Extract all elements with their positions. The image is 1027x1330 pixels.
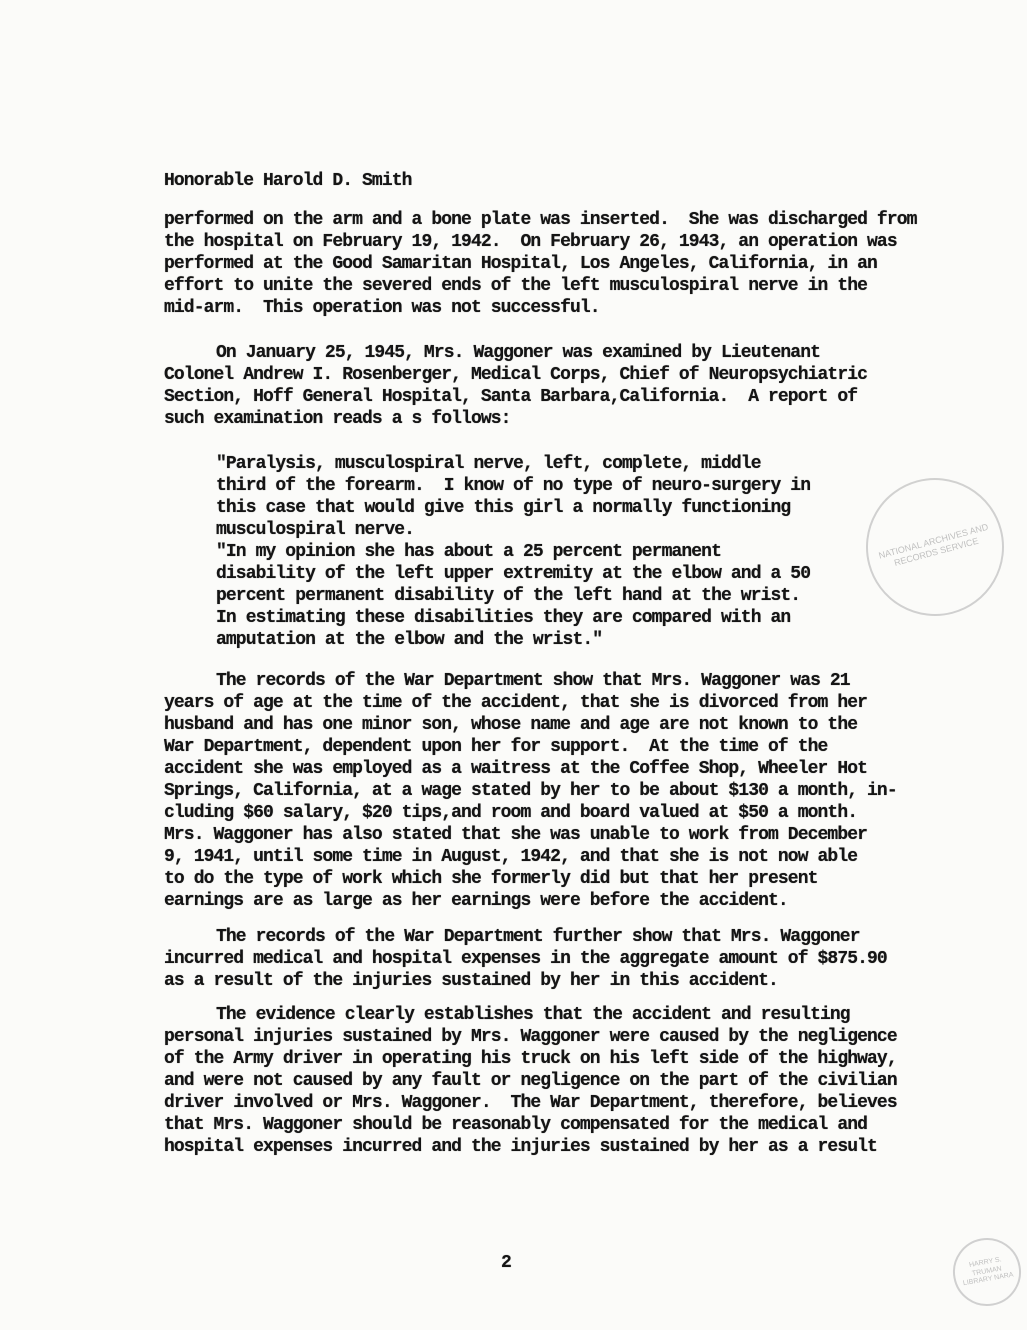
body-line: The records of the War Department show that Mrs. Waggoner was 21	[216, 671, 850, 691]
body-line: cluding $60 salary, $20 tips,and room and board valued at $50 a month.	[164, 803, 858, 823]
body-line: third of the forearm. I know of no type of neuro-surgery in	[216, 476, 811, 496]
body-line: as a result of the injuries sustained by her in this accident.	[164, 971, 778, 991]
body-line: disability of the left upper extremity at the elbow and a 50	[216, 564, 811, 584]
body-line: War Department, dependent upon her for support. At the time of the	[164, 737, 828, 757]
body-line: effort to unite the severed ends of the left musculospiral nerve in the	[164, 276, 868, 296]
body-line: that Mrs. Waggoner should be reasonably compensated for the medical and	[164, 1115, 868, 1135]
body-line: 9, 1941, until some time in August, 1942, and that she is not now able	[164, 847, 858, 867]
body-line: The evidence clearly establishes that the accident and resulting	[216, 1005, 850, 1025]
body-line: performed on the arm and a bone plate was inserted. She was discharged from	[164, 210, 917, 230]
library-stamp	[850, 462, 1019, 631]
body-line: Colonel Andrew I. Rosenberger, Medical Corps, Chief of Neuropsychiatric	[164, 365, 868, 385]
body-line: performed at the Good Samaritan Hospital, Los Angeles, California, in an	[164, 254, 877, 274]
body-line: percent permanent disability of the left hand at the wrist.	[216, 586, 801, 606]
body-line: of the Army driver in operating his truck on his left side of the highway,	[164, 1049, 897, 1069]
nara-stamp	[948, 1233, 1027, 1312]
archives-stamp-text: NATIONAL ARCHIVES AND RECORDS SERVICE	[877, 521, 990, 568]
salutation-heading: Honorable Harold D. Smith	[164, 171, 412, 191]
body-line: years of age at the time of the accident, that she is divorced from her	[164, 693, 868, 713]
body-line: Section, Hoff General Hospital, Santa Barbara,California. A report of	[164, 387, 858, 407]
body-line: amputation at the elbow and the wrist."	[216, 630, 603, 650]
body-line: driver involved or Mrs. Waggoner. The War Department, therefore, believes	[164, 1093, 897, 1113]
body-line: The records of the War Department further show that Mrs. Waggoner	[216, 927, 860, 947]
body-line: Mrs. Waggoner has also stated that she was unable to work from December	[164, 825, 868, 845]
body-line: "In my opinion she has about a 25 percent permanent	[216, 542, 721, 562]
nara-stamp-text: HARRY S. TRUMAN LIBRARY NARA	[962, 1256, 1015, 1288]
body-line: hospital expenses incurred and the injuries sustained by her as a result	[164, 1137, 877, 1157]
body-line: Springs, California, at a wage stated by her to be about $130 a month, in-	[164, 781, 897, 801]
body-line: musculospiral nerve.	[216, 520, 415, 540]
body-line: personal injuries sustained by Mrs. Waggoner were caused by the negligence	[164, 1027, 897, 1047]
body-line: to do the type of work which she formerly did but that her present	[164, 869, 818, 889]
body-line: In estimating these disabilities they are compared with an	[216, 608, 791, 628]
body-line: On January 25, 1945, Mrs. Waggoner was examined by Lieutenant	[216, 343, 821, 363]
body-line: "Paralysis, musculospiral nerve, left, complete, middle	[216, 454, 761, 474]
body-line: such examination reads a s follows:	[164, 409, 511, 429]
body-line: the hospital on February 19, 1942. On February 26, 1943, an operation was	[164, 232, 897, 252]
body-line: accident she was employed as a waitress at the Coffee Shop, Wheeler Hot	[164, 759, 868, 779]
body-line: mid-arm. This operation was not successful.	[164, 298, 600, 318]
body-line: earnings are as large as her earnings were before the accident.	[164, 891, 788, 911]
body-line: this case that would give this girl a normally functioning	[216, 498, 791, 518]
page-number: 2	[501, 1253, 511, 1273]
body-line: and were not caused by any fault or negligence on the part of the civilian	[164, 1071, 897, 1091]
body-line: husband and has one minor son, whose name and age are not known to the	[164, 715, 858, 735]
body-line: incurred medical and hospital expenses in the aggregate amount of $875.90	[164, 949, 887, 969]
